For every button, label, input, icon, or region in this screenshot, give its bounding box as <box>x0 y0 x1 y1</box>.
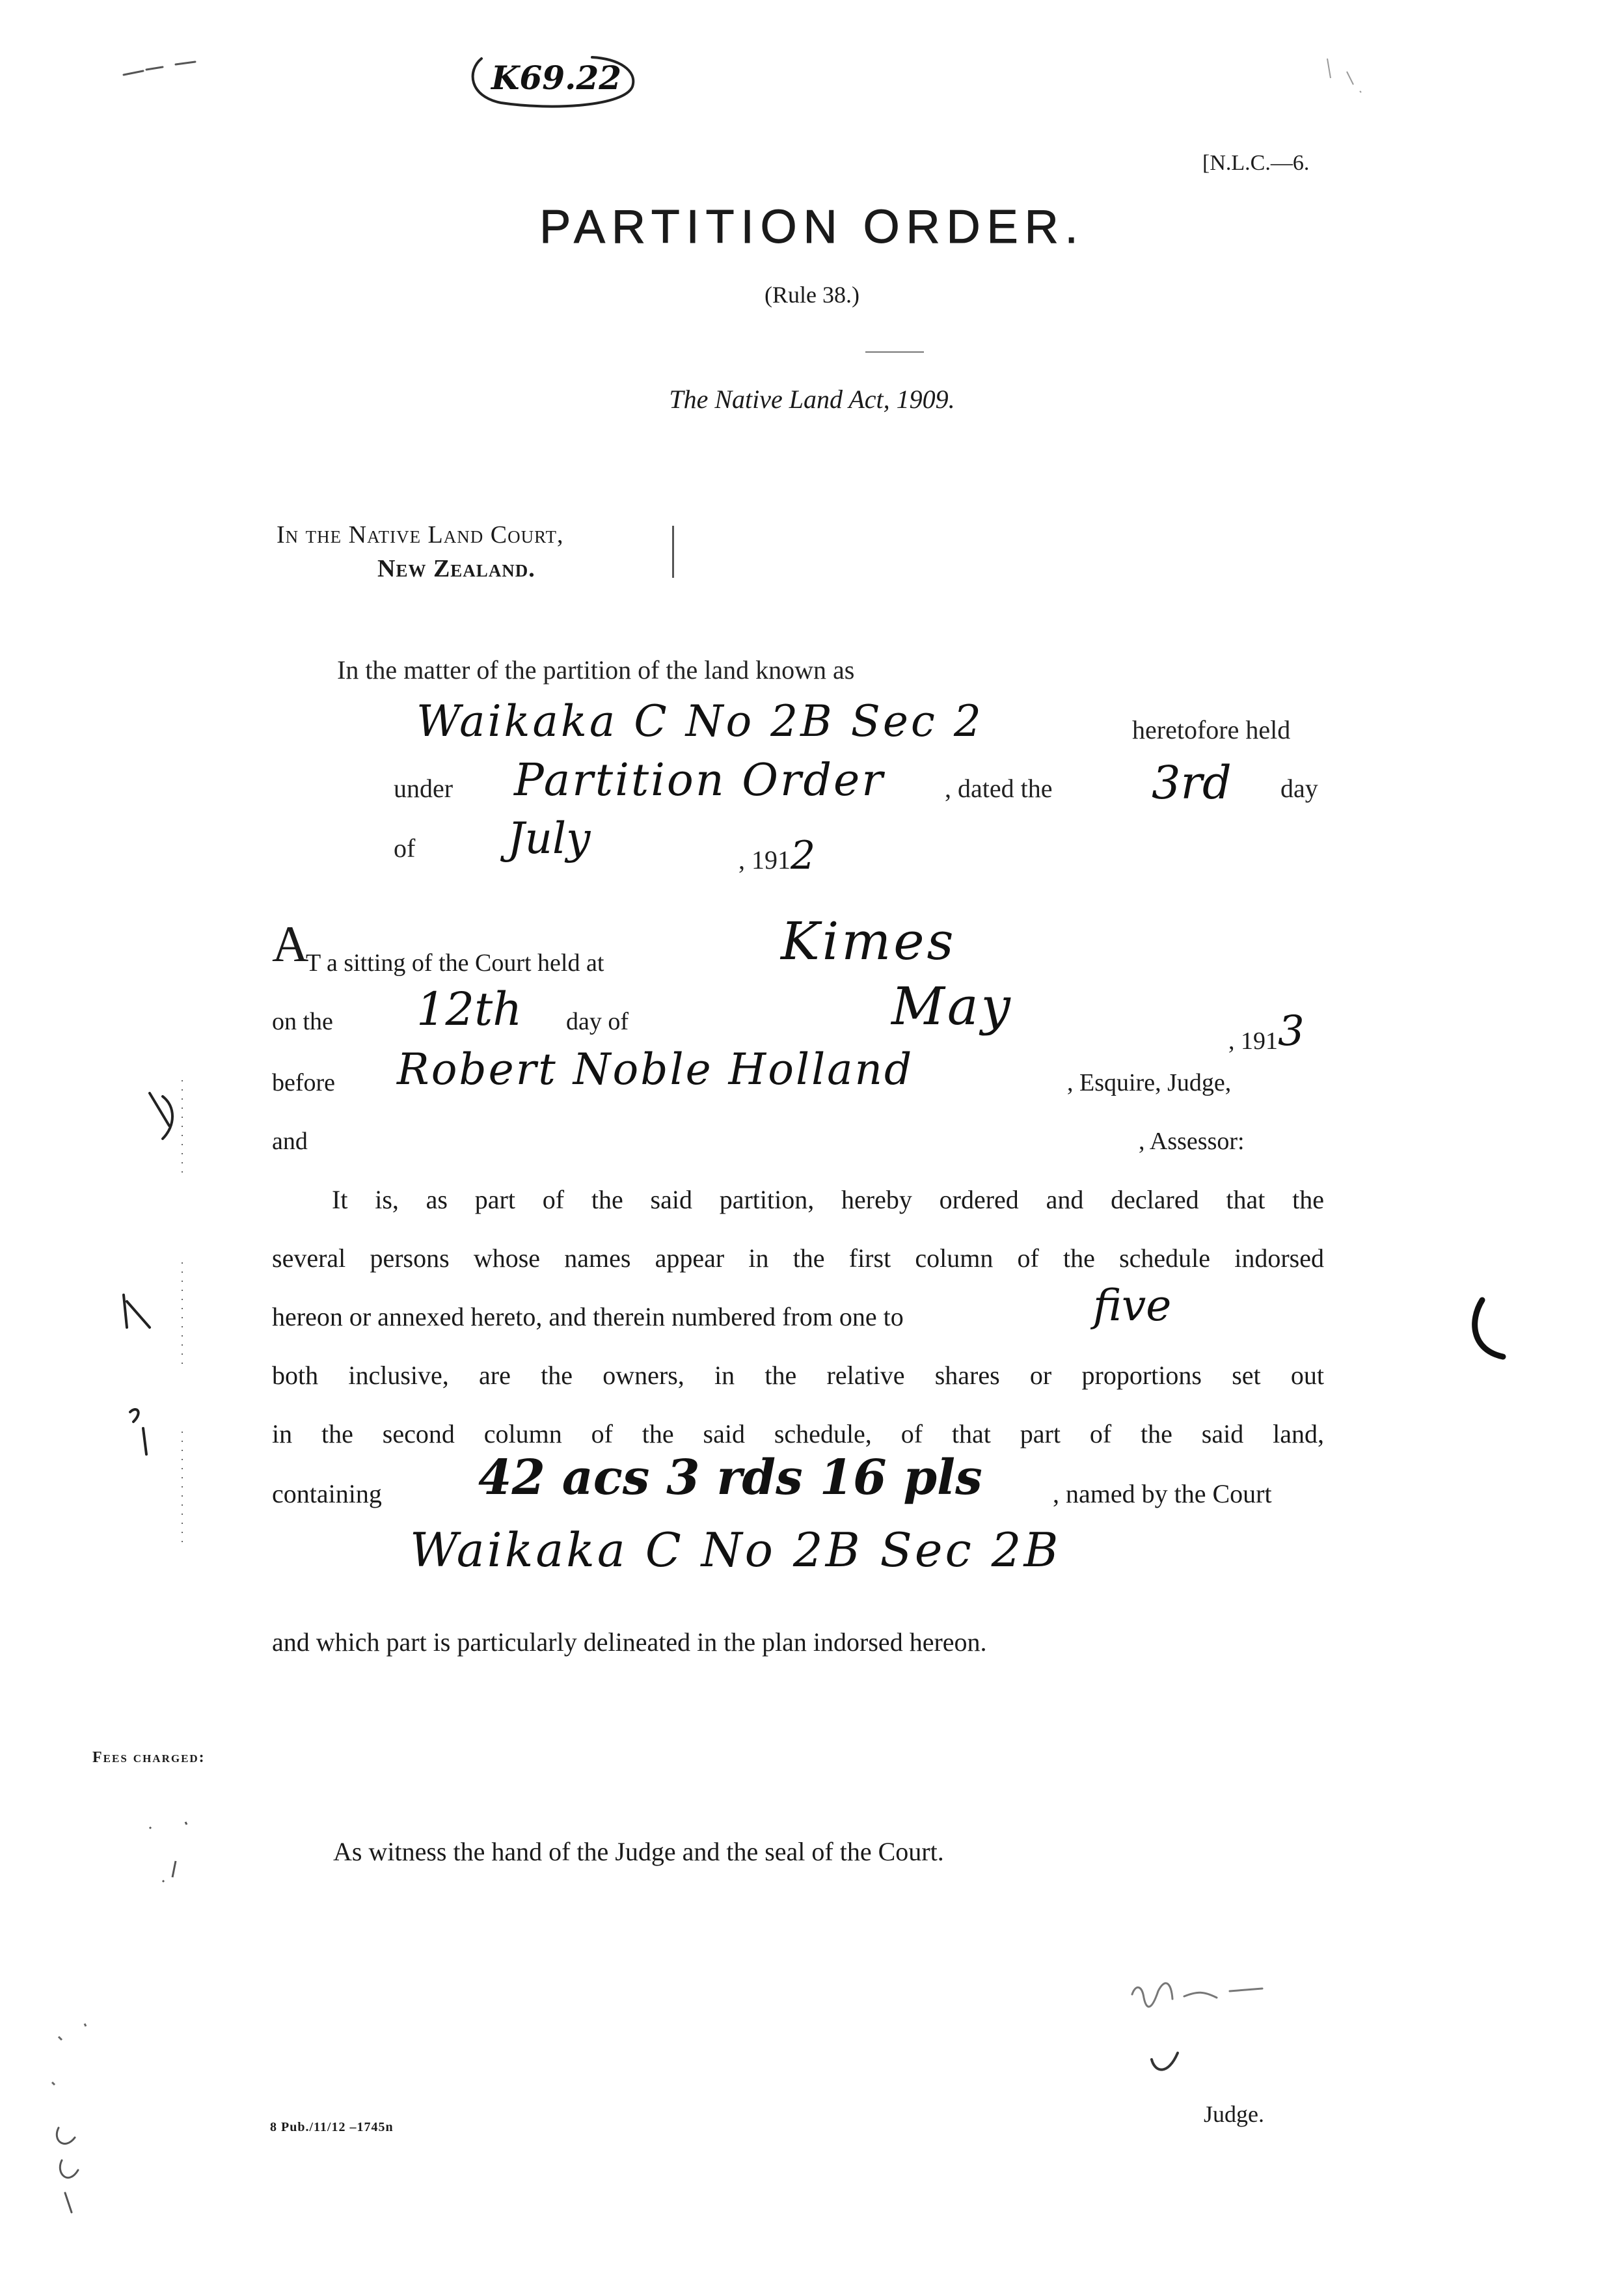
right-edge-mark-drawing <box>1464 1295 1516 1373</box>
court-heading-line2: New Zealand. <box>377 555 535 582</box>
judge-signature-drawing <box>1106 1946 1353 2082</box>
judge-suffix: , Esquire, Judge, <box>1067 1069 1232 1096</box>
assessor-label: , Assessor: <box>1139 1128 1245 1155</box>
and-label: and <box>272 1128 308 1155</box>
sitting-year-line <box>1228 1007 1305 1055</box>
area-handwritten: 42 acs 3 rds 16 pls <box>478 1450 982 1506</box>
order-type-handwritten: Partition Order <box>514 755 885 806</box>
dated-label: , dated the <box>945 774 1053 803</box>
order-line-1: It is, as part of the said partition, hereby ordered and declared that the <box>332 1185 1324 1214</box>
sitting-year-suffix-handwritten: 3 <box>1278 1007 1305 1055</box>
heretofore-label: heretofore held <box>1132 715 1291 744</box>
rule-reference: (Rule 38.) <box>765 282 859 308</box>
order-line-final: and which part is particularly delineated in the plan indorsed hereon. <box>272 1627 987 1657</box>
top-left-mark-drawing <box>117 55 208 88</box>
sitting-place-handwritten: Kimes <box>781 911 956 971</box>
fees-area-marks <box>137 1815 208 1887</box>
judge-name-handwritten: Robert Noble Holland <box>397 1044 914 1094</box>
year-suffix-handwritten: 2 <box>791 833 816 878</box>
before-label: before <box>272 1069 336 1096</box>
form-reference: [N.L.C.—6. <box>1202 151 1310 175</box>
printer-mark: 8 Pub./11/12 –1745n <box>270 2120 394 2134</box>
act-title: The Native Land Act, 1909. <box>669 385 955 414</box>
of-label: of <box>394 834 416 863</box>
top-left-mark <box>117 55 208 88</box>
witness-clause: As witness the hand of the Judge and the seal of the Court. <box>333 1837 944 1866</box>
sitting-year-prefix: , 191 <box>1228 1027 1278 1055</box>
year-prefix: , 191 <box>738 845 791 875</box>
new-name-handwritten: Waikaka C No 2B Sec 2B <box>410 1523 1061 1577</box>
bottom-left-marks <box>39 2004 117 2238</box>
page-title: PARTITION ORDER. <box>539 201 1085 253</box>
court-heading-brace <box>670 526 674 578</box>
bottom-left-marks-drawing <box>39 2004 117 2238</box>
reference-mark <box>462 51 644 109</box>
order-line-5: in the second column of the said schedule, of that part of the said land, <box>272 1419 1324 1448</box>
margin-scribbles <box>98 1067 202 1555</box>
court-heading-line1: In the Native Land Court, <box>277 521 564 549</box>
order-line-4: both inclusive, are the owners, in the relative shares or proportions set out <box>272 1361 1324 1390</box>
reference-mark-text: K69.22 <box>491 59 622 97</box>
containing-label: containing <box>272 1479 382 1508</box>
sitting-drop-cap: A <box>272 916 309 972</box>
top-right-marks-drawing <box>1314 46 1392 117</box>
owner-count-handwritten: five <box>1093 1281 1172 1331</box>
sitting-month-handwritten: May <box>891 976 1013 1037</box>
day-of-label: day of <box>566 1008 629 1035</box>
top-right-marks <box>1314 46 1392 117</box>
order-line-3: hereon or annexed hereto, and therein numbered from one to <box>272 1302 904 1331</box>
judge-label: Judge. <box>1204 2101 1264 2127</box>
sitting-day-handwritten: 12th <box>416 983 522 1036</box>
order-line-2: several persons whose names appear in the first column of the schedule indorsed <box>272 1243 1324 1273</box>
day-label: day <box>1280 774 1318 803</box>
matter-intro: In the matter of the partition of the land known as <box>337 655 855 685</box>
on-the-label: on the <box>272 1008 333 1035</box>
dated-month-handwritten: July <box>508 813 591 863</box>
title-divider <box>865 351 924 353</box>
left-margin-annotations <box>98 1067 202 1555</box>
land-name-handwritten: Waikaka C No 2B Sec 2 <box>416 696 984 746</box>
under-label: under <box>394 774 453 803</box>
fees-charged-label: Fees charged: <box>92 1749 206 1766</box>
dated-day-handwritten: 3rd <box>1152 756 1232 809</box>
judge-signature <box>1106 1946 1353 2082</box>
year-line <box>738 833 815 878</box>
named-by-court-label: , named by the Court <box>1053 1479 1272 1508</box>
fees-area-marks-drawing <box>137 1815 208 1887</box>
sitting-intro: T a sitting of the Court held at <box>306 949 604 977</box>
right-edge-mark <box>1464 1295 1516 1373</box>
